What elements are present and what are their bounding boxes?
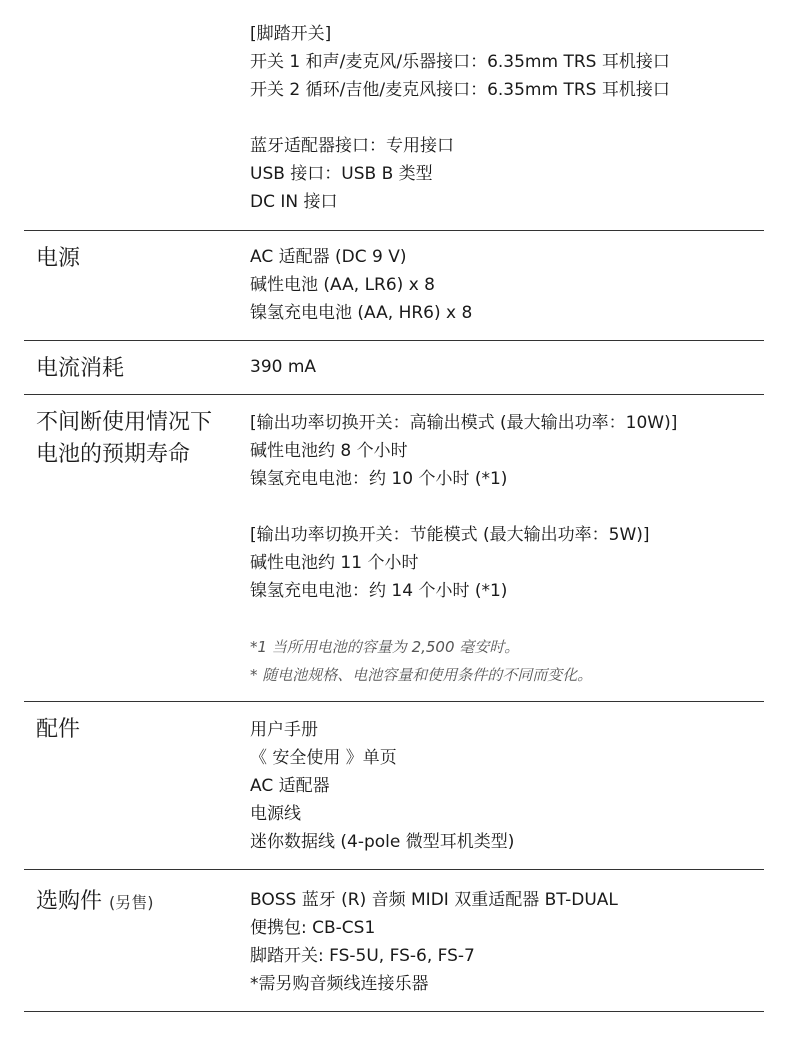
footnote: * 随电池规格、电池容量和使用条件的不同而变化。 bbox=[250, 666, 593, 684]
spec-line: BOSS 蓝牙 (R) 音频 MIDI 双重适配器 BT-DUAL bbox=[250, 890, 618, 910]
spec-line: [输出功率切换开关：高输出模式 (最大输出功率：10W)] bbox=[250, 413, 678, 433]
row-values-options bbox=[250, 886, 618, 998]
spec-row-accessories bbox=[24, 701, 764, 870]
spec-line: DC IN 接口 bbox=[250, 192, 338, 212]
spec-line: 开关 2 循环/吉他/麦克风接口：6.35mm TRS 耳机接口 bbox=[250, 80, 670, 100]
row-values-battery-life bbox=[250, 409, 677, 689]
spec-line: AC 适配器 (DC 9 V) bbox=[250, 247, 407, 267]
row-label-sub: (另售) bbox=[109, 893, 154, 912]
spec-line: 脚踏开关: FS-5U, FS-6, FS-7 bbox=[250, 946, 475, 966]
row-label-line: 不间断使用情况下 bbox=[36, 410, 213, 435]
row-label-battery-life bbox=[36, 407, 212, 471]
bottom-divider bbox=[24, 1011, 764, 1012]
spec-line: 电源线 bbox=[250, 804, 301, 824]
spec-line: 迷你数据线 (4-pole 微型耳机类型) bbox=[250, 832, 515, 852]
row-label-line: 电池的预期寿命 bbox=[36, 442, 191, 467]
footnote: *1 当所用电池的容量为 2,500 毫安时。 bbox=[250, 638, 520, 656]
spec-line: 镍氢充电电池 (AA, HR6) x 8 bbox=[250, 303, 473, 323]
spec-line: USB 接口：USB B 类型 bbox=[250, 164, 433, 184]
row-label-current-draw: 电流消耗 bbox=[36, 356, 125, 381]
spec-line: 镍氢充电电池：约 14 个小时 (*1) bbox=[250, 581, 508, 601]
spec-row-options bbox=[24, 869, 764, 1012]
spec-line: 开关 1 和声/麦克风/乐器接口：6.35mm TRS 耳机接口 bbox=[250, 52, 670, 72]
spacer bbox=[250, 493, 677, 521]
row-label-text: 选购件 bbox=[36, 889, 103, 914]
spec-line: 用户手册 bbox=[250, 720, 318, 740]
spec-line: 镍氢充电电池：约 10 个小时 (*1) bbox=[250, 469, 508, 489]
spec-line: *需另购音频线连接乐器 bbox=[250, 974, 429, 994]
spec-line: 碱性电池约 11 个小时 bbox=[250, 553, 419, 573]
spacer bbox=[250, 104, 670, 132]
row-label-power: 电源 bbox=[36, 246, 81, 271]
spec-line: 390 mA bbox=[250, 357, 317, 377]
spec-line: [脚踏开关] bbox=[250, 24, 332, 44]
spacer bbox=[250, 605, 677, 633]
connector-spec-block bbox=[250, 20, 670, 216]
spec-line: 《 安全使用 》单页 bbox=[250, 748, 397, 768]
row-values-current-draw bbox=[250, 353, 316, 381]
spec-line: 便携包: CB-CS1 bbox=[250, 918, 376, 938]
spec-row-battery-life bbox=[24, 394, 764, 702]
spec-line: [输出功率切换开关：节能模式 (最大输出功率：5W)] bbox=[250, 525, 650, 545]
row-values-accessories bbox=[250, 716, 514, 856]
spec-row-current-draw bbox=[24, 340, 764, 395]
spec-line: 碱性电池 (AA, LR6) x 8 bbox=[250, 275, 435, 295]
row-values-power bbox=[250, 243, 472, 327]
spec-row-power bbox=[24, 230, 764, 341]
row-label-accessories: 配件 bbox=[36, 717, 81, 742]
spec-line: AC 适配器 bbox=[250, 776, 330, 796]
spec-line: 蓝牙适配器接口：专用接口 bbox=[250, 136, 454, 156]
spec-line: 碱性电池约 8 个小时 bbox=[250, 441, 408, 461]
row-label-options bbox=[36, 886, 154, 919]
